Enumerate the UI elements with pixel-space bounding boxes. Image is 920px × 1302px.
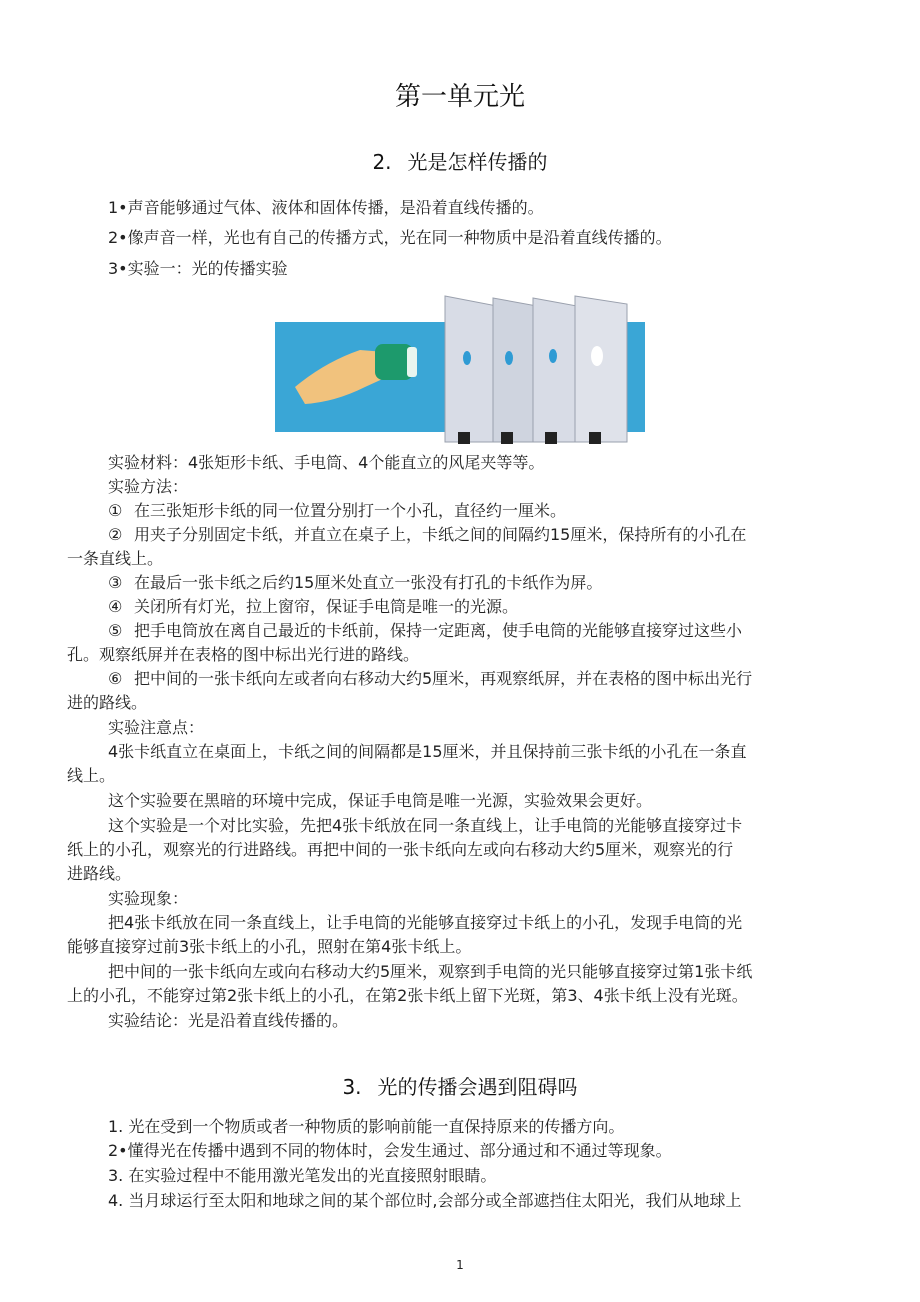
section-3-title: 光的传播会遇到阻碍吗	[377, 1075, 578, 1099]
step-1: ① 在三张矩形卡纸的同一位置分别打一个小孔，直径约一厘米。	[108, 501, 567, 520]
step-6: ⑥ 把中间的一张卡纸向左或者向右移动大约5厘米，再观察纸屏，并在表格的图中标出光行	[108, 669, 753, 688]
card-4-screen	[575, 296, 627, 444]
experiment-figure	[275, 292, 645, 447]
conclusion: 实验结论：光是沿着直线传播的。	[108, 1011, 349, 1030]
phenomenon-label: 实验现象：	[108, 889, 189, 908]
note-3: 这个实验是一个对比实验，先把4张卡纸放在同一条直线上，让手电筒的光能够直接穿过卡	[108, 816, 743, 835]
s3-item-4: 4. 当月球运行至太阳和地球之间的某个部位时,会部分或全部遮挡住太阳光，我们从地球上	[108, 1191, 742, 1210]
page-title: 第一单元光	[394, 82, 525, 112]
step-5-cont: 孔。观察纸屏并在表格的图中标出光行进的路线。	[67, 645, 420, 664]
card-2	[493, 298, 537, 444]
step-3: ③ 在最后一张卡纸之后约15厘米处直立一张没有打孔的卡纸作为屏。	[108, 573, 603, 592]
s3-item-1: 1. 光在受到一个物质或者一种物质的影响前能一直保持原来的传播方向。	[108, 1117, 625, 1136]
phenomenon-2: 把中间的一张卡纸向左或向右移动大约5厘米，观察到手电筒的光只能够直接穿过第1张卡纸	[108, 962, 753, 981]
s2-item-3: 3•实验一：光的传播实验	[108, 259, 288, 278]
phenomenon-1-cont: 能够直接穿过前3张卡纸上的小孔，照射在第4张卡纸上。	[67, 937, 472, 956]
section-2-title: 光是怎样传播的	[407, 150, 548, 174]
s3-item-3: 3. 在实验过程中不能用激光笔发出的光直接照射眼睛。	[108, 1166, 497, 1185]
s2-item-1: 1•声音能够通过气体、液体和固体传播，是沿着直线传播的。	[108, 198, 544, 217]
section-3-heading	[0, 1071, 920, 1100]
note-1: 4张卡纸直立在桌面上，卡纸之间的间隔都是15厘米，并且保持前三张卡纸的小孔在一条直	[108, 742, 747, 761]
s2-item-2: 2•像声音一样，光也有自己的传播方式，光在同一种物质中是沿着直线传播的。	[108, 228, 672, 247]
flashlight-lens	[407, 347, 417, 377]
note-3-cont-1: 纸上的小孔，观察光的行进路线。再把中间的一张卡纸向左或向右移动大约5厘米，观察光的行	[67, 840, 734, 859]
note-2: 这个实验要在黑暗的环境中完成，保证手电筒是唯一光源，实验效果会更好。	[108, 791, 653, 810]
step-4: ④ 关闭所有灯光，拉上窗帘，保证手电筒是唯一的光源。	[108, 597, 519, 616]
step-5: ⑤ 把手电筒放在离自己最近的卡纸前，保持一定距离，使手电筒的光能够直接穿过这些小	[108, 621, 743, 640]
step-2-cont: 一条直线上。	[67, 549, 164, 568]
method-label: 实验方法：	[108, 477, 189, 496]
notes-label: 实验注意点：	[108, 718, 205, 737]
step-2: ② 用夹子分别固定卡纸，并直立在桌子上，卡纸之间的间隔约15厘米，保持所有的小孔在	[108, 525, 747, 544]
phenomenon-1: 把4张卡纸放在同一条直线上，让手电筒的光能够直接穿过卡纸上的小孔，发现手电筒的光	[108, 913, 743, 932]
note-3-cont-2: 进路线。	[67, 864, 132, 883]
s3-item-2: 2•懂得光在传播中遇到不同的物体时，会发生通过、部分通过和不通过等现象。	[108, 1141, 672, 1160]
section-3-number: 3.	[342, 1075, 362, 1099]
card-3	[533, 298, 577, 444]
section-2-heading	[0, 146, 920, 175]
section-2-number: 2.	[372, 150, 392, 174]
materials: 实验材料：4张矩形卡纸、手电筒、4个能直立的风尾夹等等。	[108, 453, 545, 472]
phenomenon-2-cont: 上的小孔，不能穿过第2张卡纸上的小孔，在第2张卡纸上留下光斑，第3、4张卡纸上没有光斑。	[67, 986, 748, 1005]
page-number: 1	[456, 1258, 464, 1272]
step-6-cont: 进的路线。	[67, 693, 148, 712]
card-1	[445, 296, 497, 444]
note-1-cont: 线上。	[67, 766, 116, 785]
